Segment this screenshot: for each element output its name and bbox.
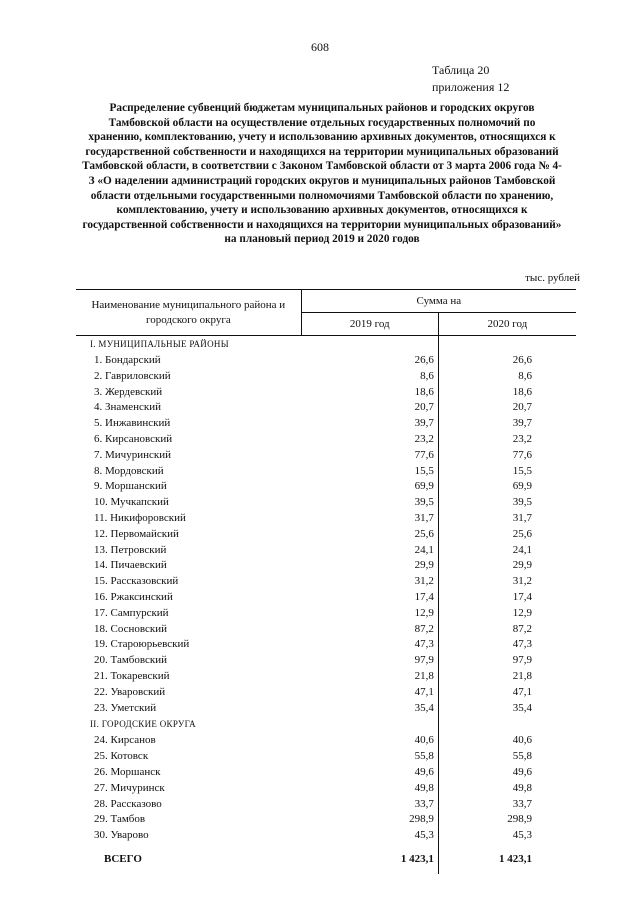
row-value-2020: 31,2 [512, 575, 532, 588]
row-name: 27. Мичуринск [94, 781, 165, 794]
table-row [76, 637, 576, 653]
row-value-2019: 17,4 [301, 590, 438, 606]
row-value-2020: 49,6 [512, 765, 532, 778]
row-value-2020: 35,4 [512, 701, 532, 714]
header-sum: Сумма на [301, 290, 576, 313]
row-value-2020: 24,1 [512, 543, 532, 556]
page-number: 608 [311, 40, 329, 54]
table-row [76, 749, 576, 765]
row-value-2019: 87,2 [301, 622, 438, 638]
row-value-2019: 33,7 [301, 797, 438, 813]
row-value-2020: 33,7 [512, 797, 532, 810]
table-row [76, 385, 576, 401]
table-body [76, 336, 576, 717]
row-value-2019: 47,1 [301, 685, 438, 701]
header-year-2019: 2019 год [301, 313, 438, 336]
document-title: Распределение субвенций бюджетам муниципальных районов и городских округов Тамбовской области на осуществление отдельных государственных полномочий по хранению, комплектованию, учету и использованию архивных документов, относящихся к государственной собственности и находящихся на территории муниципальных образований Тамбовской области, в соответствии с Законом Тамбовской области от 3 марта 2006 года № 4-З «О наделении администраций городских округов и муниципальных районов Тамбовской области отдельными государственными полномочиями Тамбовской области по хранению, комплектованию, учету и использованию архивных документов, относящихся к государственной собственности и находящихся на территории муниципальных образований» на плановый период 2019 и 2020 годов [82, 102, 562, 246]
header-name: Наименование муниципального района и городского округа [76, 290, 301, 336]
row-name: 11. Никифоровский [94, 511, 186, 524]
row-name: 21. Токаревский [94, 669, 170, 682]
subvention-table [76, 289, 576, 874]
row-value-2019: 15,5 [301, 464, 438, 480]
row-name: 13. Петровский [94, 543, 167, 556]
row-value-2020: 47,3 [512, 638, 532, 651]
table-row [76, 781, 576, 797]
row-name: 4. Знаменский [94, 401, 162, 414]
row-value-2020: 77,6 [512, 448, 532, 461]
table-row [76, 812, 576, 828]
row-name: 28. Рассказово [94, 797, 162, 810]
row-name: 25. Котовск [94, 750, 149, 763]
table-row [76, 797, 576, 813]
row-name: 10. Мучкапский [94, 496, 169, 509]
table-row [76, 479, 576, 495]
row-value-2020: 45,3 [512, 829, 532, 842]
appendix-reference [432, 62, 509, 96]
row-value-2019: 47,3 [301, 637, 438, 653]
row-value-2020: 17,4 [512, 590, 532, 603]
row-value-2019: 39,5 [301, 495, 438, 511]
row-value-2020: 55,8 [512, 750, 532, 763]
table-row [76, 511, 576, 527]
table-row [76, 432, 576, 448]
table-row [76, 369, 576, 385]
row-value-2020: 15,5 [512, 464, 532, 477]
table-row [76, 416, 576, 432]
row-value-2020: 87,2 [512, 622, 532, 635]
row-name: 29. Тамбов [94, 813, 146, 826]
table-body-cities [76, 716, 576, 844]
row-name: 30. Уварово [94, 829, 149, 842]
row-value-2019: 12,9 [301, 606, 438, 622]
row-value-2019: 31,7 [301, 511, 438, 527]
row-name: 24. Кирсанов [94, 734, 156, 747]
row-value-2020: 69,9 [512, 480, 532, 493]
row-value-2019: 26,6 [301, 353, 438, 369]
row-name: 3. Жердевский [94, 385, 163, 398]
row-name: 22. Уваровский [94, 685, 166, 698]
row-value-2019: 298,9 [301, 812, 438, 828]
row-value-2020: 39,7 [512, 417, 532, 430]
row-value-2020: 31,7 [512, 511, 532, 524]
header-year-2020: 2020 год [438, 313, 576, 336]
row-value-2019: 21,8 [301, 669, 438, 685]
table-row [76, 685, 576, 701]
units-label: тыс. рублей [525, 272, 580, 284]
row-name: 15. Рассказовский [94, 575, 179, 588]
row-name: 8. Мордовский [94, 464, 164, 477]
row-name: 7. Мичуринский [94, 448, 171, 461]
table-row [76, 574, 576, 590]
table-row [76, 590, 576, 606]
row-value-2019: 20,7 [301, 400, 438, 416]
table-row [76, 733, 576, 749]
table-row [76, 464, 576, 480]
row-value-2019: 8,6 [301, 369, 438, 385]
table-label: Таблица 20 [432, 63, 490, 77]
total-label: ВСЕГО [104, 852, 142, 865]
appendix-label: приложения 12 [432, 80, 510, 94]
row-value-2019: 77,6 [301, 448, 438, 464]
table-row [76, 527, 576, 543]
row-name: 18. Сосновский [94, 622, 168, 635]
section-row [76, 716, 576, 733]
table-row [76, 622, 576, 638]
row-value-2020: 20,7 [512, 401, 532, 414]
row-name: 19. Староюрьевский [94, 638, 190, 651]
table-row [76, 353, 576, 369]
row-value-2019: 45,3 [301, 828, 438, 844]
row-value-2020: 298,9 [507, 813, 532, 826]
row-value-2020: 47,1 [512, 685, 532, 698]
row-value-2019: 35,4 [301, 701, 438, 717]
row-value-2020: 97,9 [512, 654, 532, 667]
total-2019: 1 423,1 [301, 844, 438, 874]
row-value-2020: 12,9 [512, 606, 532, 619]
section-title-cities: II. ГОРОДСКИЕ ОКРУГА [90, 718, 196, 729]
row-name: 14. Пичаевский [94, 559, 167, 572]
table-row [76, 828, 576, 844]
row-name: 1. Бондарский [94, 354, 161, 366]
row-value-2020: 39,5 [512, 496, 532, 509]
row-value-2020: 49,8 [512, 781, 532, 794]
table-row [76, 653, 576, 669]
row-name: 20. Тамбовский [94, 654, 168, 667]
table-row [76, 558, 576, 574]
row-value-2020: 26,6 [512, 354, 532, 366]
table-row [76, 495, 576, 511]
row-name: 17. Сампурский [94, 606, 169, 619]
row-name: 16. Ржаксинский [94, 590, 173, 603]
row-name: 12. Первомайский [94, 527, 179, 540]
section-title-districts: I. МУНИЦИПАЛЬНЫЕ РАЙОНЫ [90, 338, 229, 349]
row-value-2020: 40,6 [512, 734, 532, 747]
row-name: 9. Моршанский [94, 480, 167, 493]
row-value-2019: 40,6 [301, 733, 438, 749]
row-value-2019: 69,9 [301, 479, 438, 495]
total-row [76, 844, 576, 874]
row-value-2019: 49,8 [301, 781, 438, 797]
row-value-2020: 8,6 [518, 369, 532, 382]
row-value-2019: 97,9 [301, 653, 438, 669]
table-row [76, 701, 576, 717]
table-row [76, 448, 576, 464]
row-value-2019: 55,8 [301, 749, 438, 765]
row-name: 5. Инжавинский [94, 417, 171, 430]
table-row [76, 606, 576, 622]
row-value-2019: 31,2 [301, 574, 438, 590]
row-name: 26. Моршанск [94, 765, 161, 778]
row-value-2020: 18,6 [512, 385, 532, 398]
row-value-2019: 18,6 [301, 385, 438, 401]
table-row [76, 400, 576, 416]
row-value-2019: 29,9 [301, 558, 438, 574]
table-row [76, 765, 576, 781]
total-2020: 1 423,1 [499, 852, 532, 865]
table-row [76, 543, 576, 559]
table-row [76, 669, 576, 685]
row-name: 23. Уметский [94, 701, 157, 714]
row-value-2020: 29,9 [512, 559, 532, 572]
row-value-2020: 25,6 [512, 527, 532, 540]
row-value-2019: 24,1 [301, 543, 438, 559]
row-name: 6. Кирсановский [94, 432, 173, 445]
row-value-2019: 39,7 [301, 416, 438, 432]
row-value-2020: 23,2 [512, 432, 532, 445]
row-value-2020: 21,8 [512, 669, 532, 682]
row-value-2019: 25,6 [301, 527, 438, 543]
row-value-2019: 23,2 [301, 432, 438, 448]
row-value-2019: 49,6 [301, 765, 438, 781]
row-name: 2. Гавриловский [94, 369, 171, 382]
section-row [76, 336, 576, 354]
